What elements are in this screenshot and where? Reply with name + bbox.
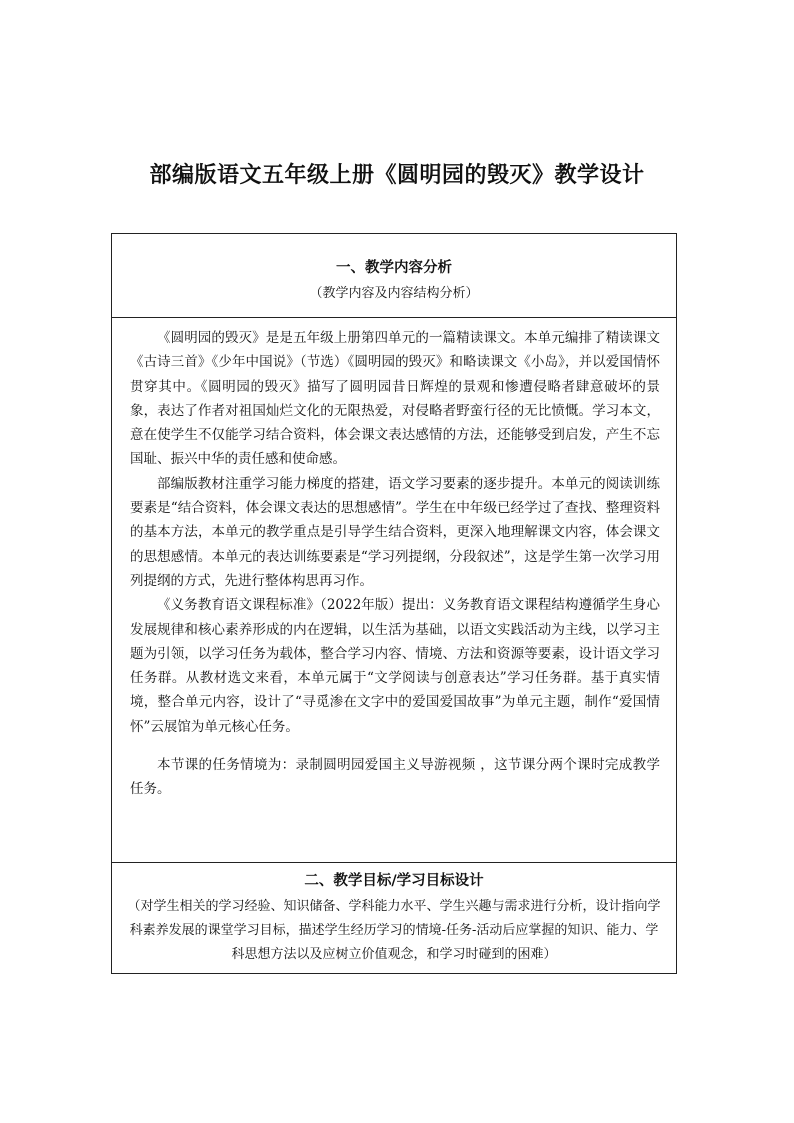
content-paragraph: 《义务教育语文课程标准》（2022年版）提出：义务教育语文课程结构遵循学生身心发展规律和核心素养形成的内在逻辑，以生活为基础，以语文实践活动为主线，以学习主题为引领，以学习任务为载体，整合学习内容、情境、方法和资源等要素，设计语文学习任务群。从教材选文来看，本单元属于“文学阅读与创意表达”学习任务群。基于真实情境，整合单元内容，设计了“寻觅渗在文字中的爱国爱国故事”为单元主题，制作“爱国情怀”云展馆为单元核心任务。 bbox=[130, 597, 660, 735]
content-paragraph: 《圆明园的毁灭》是是五年级上册第四单元的一篇精读课文。本单元编排了精读课文《古诗三首》《少年中国说》（节选）《圆明园的毁灭》和略读课文《小岛》，并以爱国情怀贯穿其中。《圆明园的毁灭》描写了圆明园昔日辉煌的景观和惨遭侵略者肆意破坏的景象，表达了作者对祖国灿烂文化的无限热爱，对侵略者野蛮行径的无比愤慨。学习本文，意在使学生不仅能学习结合资料，体会课文表达感情的方法，还能够受到启发，产生不忘国耻、振兴中华的责任感和使命感。 bbox=[130, 330, 660, 468]
section1-header-cell bbox=[112, 234, 676, 318]
content-paragraph: 部编版教材注重学习能力梯度的搭建，语文学习要素的逐步提升。本单元的阅读训练要素是“结合资料，体会课文表达的思想感情”。学生在中年级已经学过了查找、整理资料的基本方法，本单元的教学重点是引导学生结合资料，更深入地理解课文内容，体会课文的思想感情。本单元的表达训练要素是“学习列提纲，分段叙述”，这是学生第一次学习用列提纲的方式，先进行整体构思再习作。 bbox=[130, 475, 660, 589]
lesson-plan-table bbox=[111, 233, 677, 974]
section2-heading: 二、教学目标/学习目标设计 bbox=[304, 873, 484, 889]
section2-subheading: （对学生相关的学习经验、知识储备、学科能力水平、学生兴趣与需求进行分析，设计指向学科素养发展的课堂学习目标，描述学生经历学习的情境-任务-活动后应掌握的知识、能力、学科思想方法以及应树立价值观念，和学习时碰到的困难） bbox=[127, 899, 661, 962]
section2-header-cell bbox=[112, 863, 676, 973]
content-paragraph: 本节课的任务情境为：录制圆明园爱国主义导游视频 ，这节课分两个课时完成教学任务。 bbox=[130, 757, 660, 798]
section1-heading: 一、教学内容分析 bbox=[336, 260, 452, 276]
section1-content-cell bbox=[112, 318, 676, 863]
document-title: 部编版语文五年级上册《圆明园的毁灭》教学设计 bbox=[149, 163, 645, 188]
section1-subheading: （教学内容及内容结构分析） bbox=[309, 286, 479, 301]
